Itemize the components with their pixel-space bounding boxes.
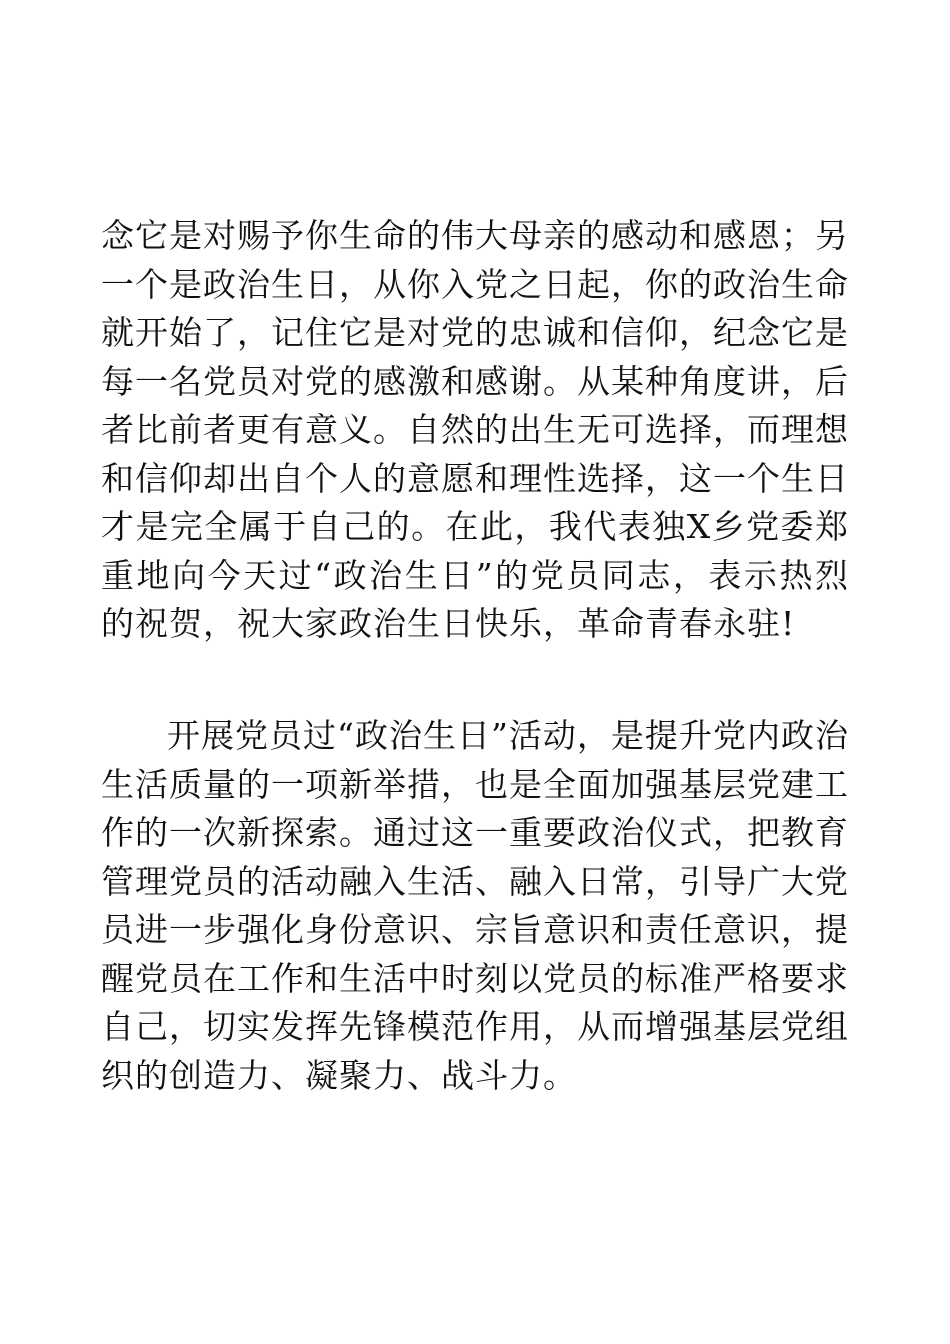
paragraph-continuation: 念它是对赐予你生命的伟大母亲的感动和感恩；另一个是政治生日，从你入党之日起，你的政治生命就开始了，记住它是对党的忠诚和信仰，纪念它是每一名党员对党的感激和感谢。从某种角度讲，后者比前者更有意义。自然的出生无可选择，而理想和信仰却出自个人的意愿和理性选择，这一个生日才是完全属于自己的。在此，我代表独X乡党委郑重地向今天过“政治生日”的党员同志，表示热烈的祝贺，祝大家政治生日快乐，革命青春永驻! [101,216,849,643]
paragraph-political-birthday-activity: 开展党员过“政治生日”活动，是提升党内政治生活质量的一项新举措，也是全面加强基层党建工作的一次新探索。通过这一重要政治仪式，把教育管理党员的活动融入生活、融入日常，引导广大党员进一步强化身份意识、宗旨意识和责任意识，提醒党员在工作和生活中时刻以党员的标准严格要求自己，切实发挥先锋模范作用，从而增强基层党组织的创造力、凝聚力、战斗力。 [101,716,849,1095]
